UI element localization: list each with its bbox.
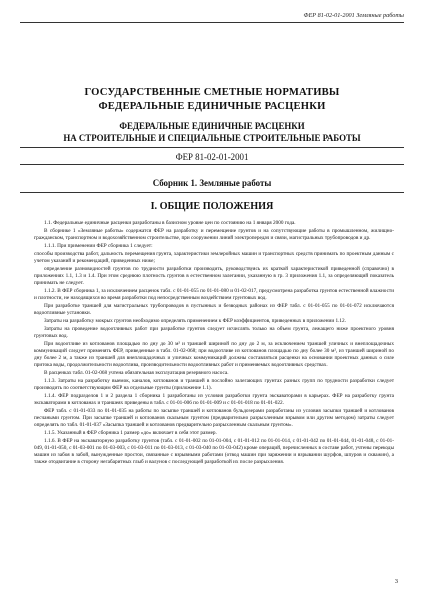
document-title — [20, 86, 404, 113]
running-header: ФЕР 81-02-01-2001 Земляные работы — [303, 12, 404, 19]
paragraph: Затраты на проведение водоотливных работ при разработке грунтов следует исчислять только на объем грунта, лежащего ниже проектного уровня грунтовых вод. — [34, 326, 394, 340]
paragraph: 1.1.2. В ФЕР сборника 1, за исключением расценок табл. с 01-01-055 по 01-01-080 и 01-02-017, предусмотрена разработка грунтов естественной влажности и плотности, не находящихся во время разработки под непосредственным воздействием грунтовых вод. — [34, 288, 394, 301]
paragraph: При разработке траншей для магистральных трубопроводов в пустынных и безводных районах из ФЕР табл. с 01-01-055 по 01-01-072 исключаются водоотливные установки. — [34, 303, 394, 316]
paragraph: В сборнике 1 «Земляные работы» содержатся ФЕР на разработку и перемещение грунтов и на сопутствующие работы в промышленном, жилищно-гражданском, транспортном и водохозяйственном строительстве, при сооружении линий электропередач и связи, магистральных трубопроводов и др. — [34, 228, 394, 241]
title-line-1: ГОСУДАРСТВЕННЫЕ СМЕТНЫЕ НОРМАТИВЫ — [84, 87, 340, 98]
body-text — [34, 220, 394, 467]
paragraph: 1.1.4. ФЕР подразделов 1 и 2 раздела 1 сборника 1 разработаны из условия разработки грунта экскаваторами в карьерах. ФЕР на разработку грунта экскаваторами в котлованах и траншеях приведены в табл. с 01-01-006 по 01-01-009 и с 01-01-018 по 01-01-022. — [34, 393, 394, 406]
subtitle-line-2: НА СТРОИТЕЛЬНЫЕ И СПЕЦИАЛЬНЫЕ СТРОИТЕЛЬНЫЕ РАБОТЫ — [63, 132, 361, 143]
paragraph: 1.1.6. В ФЕР на экскаваторную разработку грунтов (табл. с 01-01-002 по 01-01-004, с 01-01-012 по 01-01-014, с 01-01-042 по 01-01-044, 01-01-048, с 01-01-049, 01-01-050, с 01-03-001 по 01-03-003, с 01-03-011 по 01-03-013, с 01-03-040 по 01-03-042) кроме операций, перечисленных в составе работ, учтены перекоды машин из забоя в забой, вынужденные простои, связанные с взрывными работами (отвод машин при заряжении и взрывании шурфов, шпуров и скважин), а также отодвигание в сторону негабаритных глыб и валунов с последующей разработкой их после разрыхления. — [34, 438, 394, 465]
subtitle-line-1: ФЕДЕРАЛЬНЫЕ ЕДИНИЧНЫЕ РАСЦЕНКИ — [119, 121, 305, 131]
paragraph: 1.1.3. Затраты на разработку выемок, каналов, котлованов и траншей в послойно залегающих грунтах разных групп по трудности разработки следует производить по соответствующим ФЕР на отдельные грунты (приложение 1.1). — [34, 378, 394, 391]
collection-heading: Сборник 1. Земляные работы — [152, 178, 272, 188]
title-line-2: ФЕДЕРАЛЬНЫЕ ЕДИНИЧНЫЕ РАСЦЕНКИ — [98, 100, 326, 112]
paragraph: В расценках табл. 01-02-068 учтена обязательная эксплуатация резервного насоса. — [44, 370, 229, 376]
paragraph: 1.1. Федеральные единичные расценки разработаны в базисном уровне цен по состоянию на 1 января 2000 года. — [44, 220, 296, 226]
paragraph: определение разновидностей грунтов по трудности разработки производить, руководствуясь их краткой характеристикой приведенной (справочно) в приложениях 1.1, 1.3 и 1.4. При этом среднюю плотность грунтов в естественном залегании, указанную в гр. 3 приложения 1.1, за определяющий показатель принимать не следует. — [34, 266, 394, 286]
paragraph: При водоотливе из котлованов площадью по дну до 30 м² и траншей шириной по дну до 2 м, за исключением траншей уличных и внеплощадочных коммуникаций следует применять ФЕР, приведенные в табл. 01-02-068; при водоотливе из котлованов площадью по дну более 30 м², из траншей шириной по дну более 2 м, а также из траншей для внеплощадочных и уличных коммуникаций должны составляться расценки на основании проектных данных о силе притока воды, продолжительности водоотлива, производительности водоотливных работ и применяемых водоотливных средствах. — [34, 341, 394, 368]
paragraph: способы производства работ, дальность перемещения грунта, характеристики землеройных машин и транспортных средств принимать по проектным данным с учетом указаний и рекомендаций, приведенных ниже; — [34, 251, 394, 265]
code-top-rule — [20, 147, 404, 148]
document-code: ФЕР 81-02-01-2001 — [175, 152, 249, 162]
paragraph: ФЕР табл. с 01-01-033 по 01-01-035 на работы по засыпке траншей и котлованов бульдозерами разработаны из условия засыпки траншей и котлованов песчаными грунтом. При засыпке траншей и котлованов скальным грунтом (предварительно разрыхленным взрывом или другим методом) затраты следует определять по табл. 01-01-037 «Засыпка траншей и котлованов предварительно разрыхленным скальным грунтом». — [34, 408, 394, 428]
collection-rule — [20, 192, 404, 193]
document-subtitle — [20, 121, 404, 144]
page-number: 3 — [394, 578, 398, 585]
paragraph: 1.1.5. Указанный в ФЕР сборника 1 размер «до» включает в себя этот размер. — [44, 430, 217, 436]
paragraph: Затраты на разработку мокрых грунтов необходимо определять применением к ФЕР коэффициентов, приведенных в приложении 1.12. — [44, 318, 346, 325]
code-bottom-rule — [20, 164, 404, 165]
header-divider — [20, 22, 404, 23]
section-heading: I. ОБЩИЕ ПОЛОЖЕНИЯ — [150, 201, 274, 212]
paragraph: 1.1.1. При применении ФЕР сборника 1 следует: — [44, 243, 153, 250]
